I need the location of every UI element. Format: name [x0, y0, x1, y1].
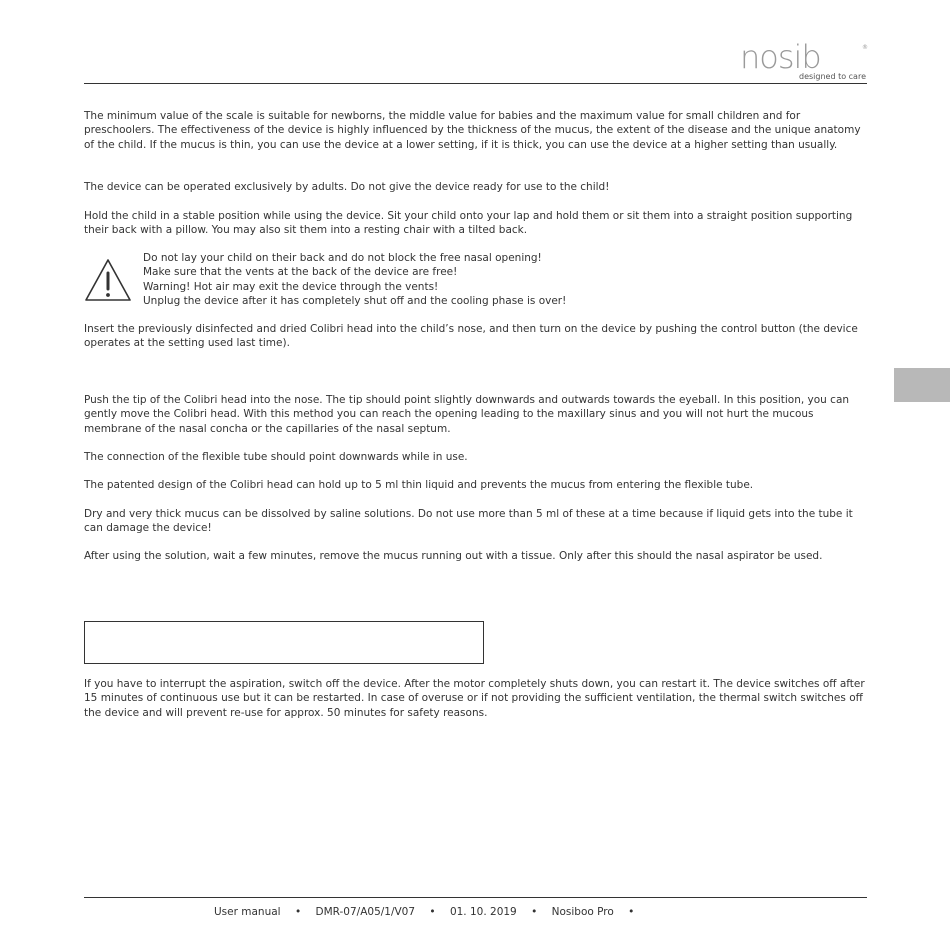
footer-date: 01. 10. 2019 — [449, 906, 517, 918]
footer-divider — [84, 897, 867, 898]
paragraph-after-solution: After using the solution, wait a few minutes, remove the mucus running out with a tissue. Only after this should the nasal aspirator be used. — [84, 550, 823, 562]
paragraph-insert-head: Insert the previously disinfected and dried Colibri head into the child’s nose, and then turn on the device by pushing the control button (the device operates at the setting used last time). — [84, 323, 858, 350]
section-tab-marker — [894, 368, 950, 402]
warning-line: Do not lay your child on their back and do not block the free nasal opening! — [143, 252, 542, 264]
logo-tagline: designed to care — [799, 72, 866, 81]
paragraph-scale-values: The minimum value of the scale is suitable for newborns, the middle value for babies and the maximum value for small children and for preschoolers. The effectiveness of the device is highly influenced by the thickness of the mucus, the extent of the disease and the unique anatomy of the child. If the mucus is thin, you can use the device at a lower setting, if it is thick, you can use the device at a higher setting than usually. — [84, 110, 861, 151]
registered-mark: ® — [862, 44, 868, 51]
warning-line: Unplug the device after it has completely shut off and the cooling phase is over! — [143, 294, 567, 307]
footer-separator: • — [628, 906, 635, 918]
page-footer — [214, 906, 645, 918]
warning-line: Make sure that the vents at the back of the device are free! — [143, 266, 458, 279]
brand-logo — [738, 38, 868, 82]
logo-wordmark: nosib — [740, 38, 821, 76]
warning-list — [143, 251, 743, 308]
empty-frame-box — [84, 621, 484, 664]
footer-separator: • — [429, 906, 436, 918]
paragraph-hold-child: Hold the child in a stable position while using the device. Sit your child onto your lap and hold them or sit them into a straight position supporting their back with a pillow. You may also sit them into a resting chair with a tilted back. — [84, 210, 853, 237]
footer-doc-code: DMR-07/A05/1/V07 — [315, 906, 416, 918]
footer-separator: • — [531, 906, 538, 918]
footer-separator: • — [294, 906, 302, 918]
paragraph-push-tip: Push the tip of the Colibri head into the nose. The tip should point slightly downwards and outwards towards the eyeball. In this position, you can gently move the Colibri head. With this method you can reach the opening leading to the maxillary sinus and you will not hurt the mucous membrane of the nasal concha or the capillaries of the nasal septum. — [84, 394, 850, 435]
paragraph-adults-only: The device can be operated exclusively by adults. Do not give the device ready for use to the child! — [84, 181, 610, 193]
paragraph-tube-connection: The connection of the flexible tube should point downwards while in use. — [84, 451, 468, 463]
footer-doc-type: User manual — [214, 906, 281, 918]
warning-triangle-icon — [84, 258, 132, 302]
paragraph-interrupt-aspiration: If you have to interrupt the aspiration, switch off the device. After the motor completely shuts down, you can restart it. The device switches off after 15 minutes of continuous use but it can be restarted. In case of overuse or if not providing the sufficient ventilation, the thermal switch switches off the device and will prevent re-use for approx. 50 minutes for safety reasons. — [84, 678, 865, 719]
header-divider — [84, 83, 867, 84]
paragraph-patented-design: The patented design of the Colibri head can hold up to 5 ml thin liquid and prevents the mucus from entering the flexible tube. — [84, 479, 754, 491]
paragraph-saline-solution: Dry and very thick mucus can be dissolved by saline solutions. Do not use more than 5 ml of these at a time because if liquid gets into the tube it can damage the device! — [84, 508, 853, 535]
footer-product: Nosiboo Pro — [551, 906, 614, 918]
warning-line: Warning! Hot air may exit the device through the vents! — [143, 280, 439, 293]
